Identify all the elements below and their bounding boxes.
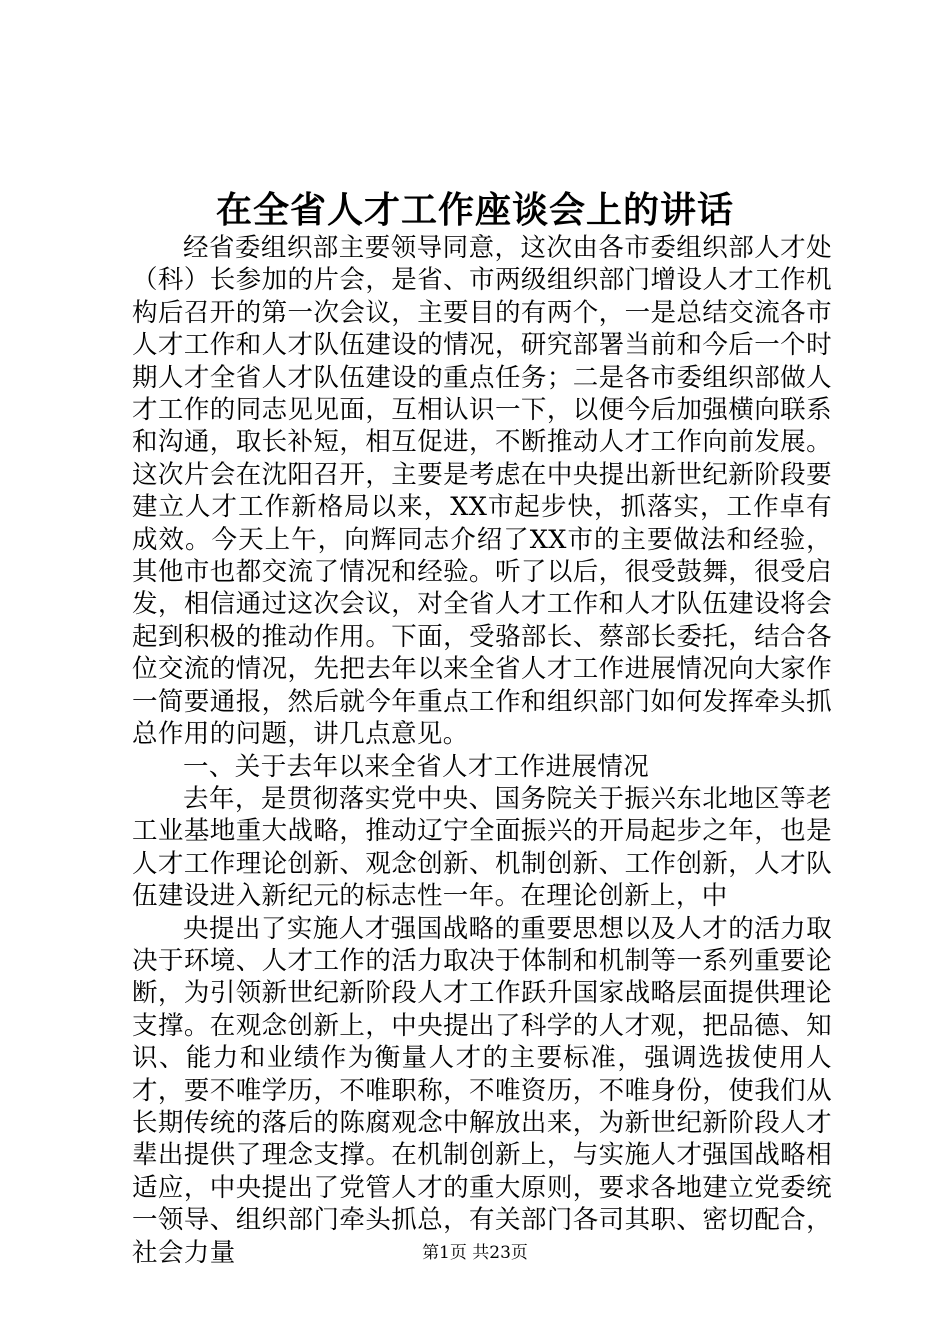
paragraph-continuation: 央提出了实施人才强国战略的重要思想以及人才的活力取决于环境、人才工作的活力取决于体制和机制等一系列重要论断，为引领新世纪新阶段人才工作跃升国家战略层面提供理论支撑。在观念创新上，中央提出了科学的人才观，把品德、知识、能力和业绩作为衡量人才的主要标准，强调选拔使用人才，要不唯学历，不唯职称，不唯资历，不唯身份，使我们从长期传统的落后的陈腐观念中解放出来，为新世纪新阶段人才辈出提供了理念支撑。在机制创新上，与实施人才强国战略相适应，中央提出了党管人才的重大原则，要求各地建立党委统一领导、组织部门牵头抓总，有关部门各司其职、密切配合，社会力量 <box>132 913 832 1268</box>
paragraph-last-year: 去年，是贯彻落实党中央、国务院关于振兴东北地区等老工业基地重大战略，推动辽宁全面振兴的开局起步之年，也是人才工作理论创新、观念创新、机制创新、工作创新，人才队伍建设进入新纪元的标志性一年。在理论创新上，中 <box>132 783 832 912</box>
document-title: 在全省人才工作座谈会上的讲话 <box>215 189 734 231</box>
paragraph-intro: 经省委组织部主要领导同意，这次由各市委组织部人才处（科）长参加的片会，是省、市两级组织部门增设人才工作机构后召开的第一次会议，主要目的有两个，一是总结交流各市人才工作和人才队伍建设的情况，研究部署当前和今后一个时期人才全省人才队伍建设的重点任务；二是各市委组织部做人才工作的同志见见面，互相认识一下，以便今后加强横向联系和沟通，取长补短，相互促进，不断推动人才工作向前发展。这次片会在沈阳召开，主要是考虑在中央提出新世纪新阶段要建立人才工作新格局以来，XX市起步快，抓落实，工作卓有成效。今天上午，向辉同志介绍了XX市的主要做法和经验，其他市也都交流了情况和经验。听了以后，很受鼓舞，很受启发，相信通过这次会议，对全省人才工作和人才队伍建设将会起到积极的推动作用。下面，受骆部长、蔡部长委托，结合各位交流的情况，先把去年以来全省人才工作进展情况向大家作一简要通报，然后就今年重点工作和组织部门如何发挥牵头抓总作用的问题，讲几点意见。 <box>132 233 832 750</box>
page-number-footer: 第1页 共23页 <box>422 1243 528 1263</box>
section-heading: 一、关于去年以来全省人才工作进展情况 <box>183 751 650 782</box>
document-body <box>132 232 832 1269</box>
